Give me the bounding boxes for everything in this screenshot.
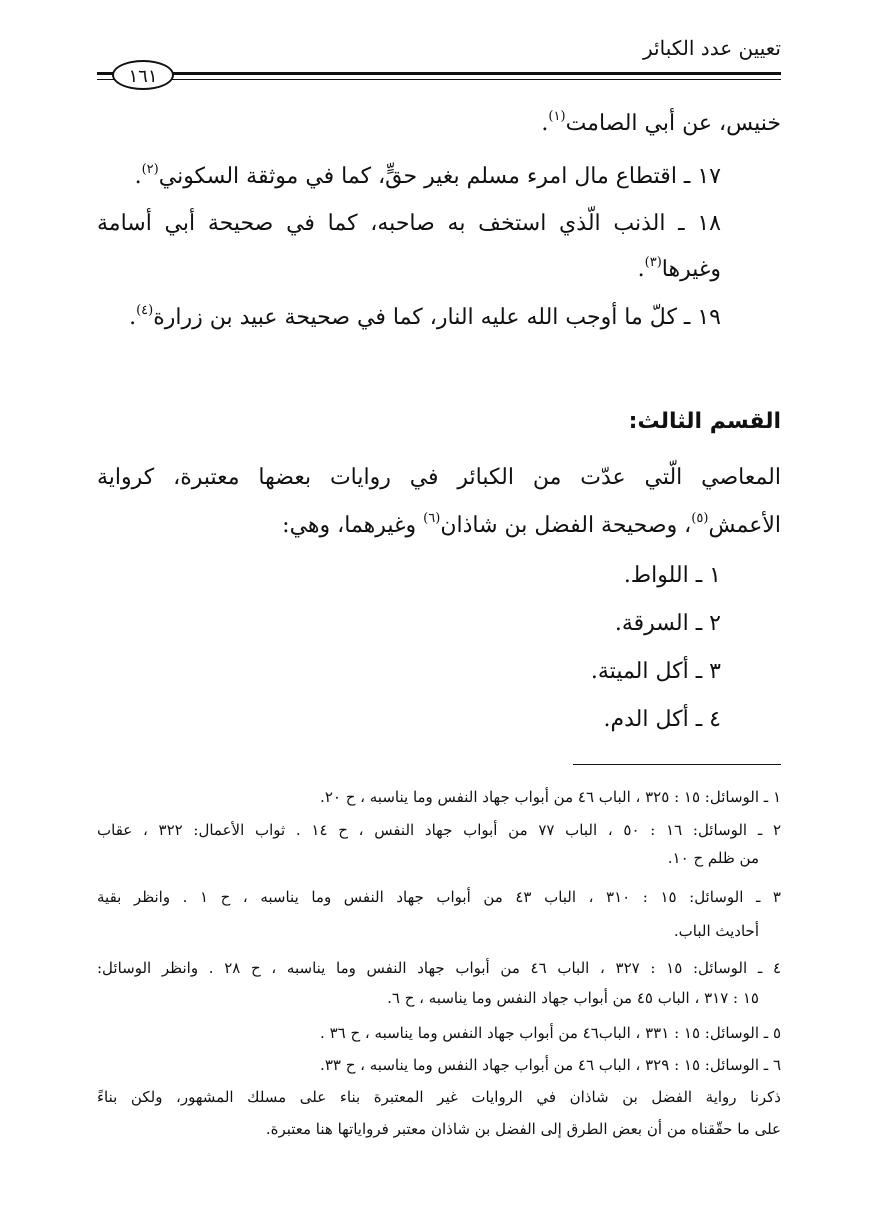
section-paragraph-line-1 xyxy=(97,458,781,498)
list-item-19 xyxy=(129,298,721,338)
footnote-3: ٣ ـ الوسائل: ١٥ : ٣١٠ ، الباب ٤٣ من أبواب جهاد النفس وما يناسبه ، ح ١ . وانظر بقية xyxy=(97,888,781,906)
footnote-6-note: ذكرنا رواية الفضل بن شاذان في الروايات غير المعتبرة بناء على مسلك المشهور، ولكن بناءً xyxy=(97,1088,781,1106)
footnote-2-cont: من ظلم ح ١٠. xyxy=(667,849,759,867)
footnote-ref-1[interactable]: (١) xyxy=(548,109,566,124)
line-text: وغيرهما، وهي: xyxy=(282,513,424,538)
header-rule-thin xyxy=(97,79,781,80)
footnote-3-cont: أحاديث الباب. xyxy=(673,922,759,940)
line-text: ١٨ ـ الذنب الّذي استخف به صاحبه، كما في صحيحة أبي أسامة xyxy=(97,211,721,236)
section-paragraph-line-2 xyxy=(282,506,781,546)
body-line-1 xyxy=(541,104,781,144)
footnote-5: ٥ ـ الوسائل: ١٥ : ٣٣١ ، الباب٤٦ من أبواب جهاد النفس وما يناسبه ، ح ٣٦ . xyxy=(320,1024,781,1042)
footnote-4: ٤ ـ الوسائل: ١٥ : ٣٢٧ ، الباب ٤٦ من أبواب جهاد النفس وما يناسبه ، ح ٢٨ . وانظر الوسائل: xyxy=(97,959,781,977)
footnote-1: ١ ـ الوسائل: ١٥ : ٣٢٥ ، الباب ٤٦ من أبواب جهاد النفس وما يناسبه ، ح ٢٠. xyxy=(320,788,781,806)
section-item-3: ٣ ـ أكل الميتة. xyxy=(590,659,721,684)
footnote-ref-3[interactable]: (٣) xyxy=(644,255,662,270)
page-number: ١٦١ xyxy=(112,60,174,90)
line-punct: . xyxy=(541,111,549,136)
footnote-ref-6[interactable]: (٦) xyxy=(423,511,441,526)
line-text: ١٧ ـ اقتطاع مال امرء مسلم بغير حقٍّ، كما في موثقة السكوني xyxy=(158,164,721,189)
footnote-4-cont: ١٥ : ٣١٧ ، الباب ٤٥ من أبواب جهاد النفس وما يناسبه ، ح ٦. xyxy=(387,989,759,1007)
footnote-6: ٦ ـ الوسائل: ١٥ : ٣٢٩ ، الباب ٤٦ من أبواب جهاد النفس وما يناسبه ، ح ٣٣. xyxy=(320,1056,781,1074)
section-item-2: ٢ ـ السرقة. xyxy=(614,611,721,636)
running-title: تعيين عدد الكبائر xyxy=(643,36,781,60)
line-text: المعاصي الّتي عدّت من الكبائر في روايات بعضها معتبرة، كرواية xyxy=(97,465,781,490)
line-punct: . xyxy=(129,305,137,330)
footnote-6-note-cont: على ما حقّقناه من أن بعض الطرق إلى الفضل بن شاذان معتبر فرواياتها هنا معتبرة. xyxy=(265,1120,781,1138)
line-punct: . xyxy=(637,257,645,282)
line-text: ١٩ ـ كلّ ما أوجب الله عليه النار، كما في صحيحة عبيد بن زرارة xyxy=(153,305,721,330)
list-item-18-cont xyxy=(638,250,721,290)
header-rule xyxy=(97,72,781,75)
section-title: القسم الثالث: xyxy=(628,409,781,434)
line-punct: . xyxy=(134,164,142,189)
section-item-1: ١ ـ اللواط. xyxy=(623,563,721,588)
footnote-separator xyxy=(573,764,781,765)
list-item-18 xyxy=(97,204,721,244)
list-item-17 xyxy=(135,157,721,197)
footnote-ref-4[interactable]: (٤) xyxy=(136,303,154,318)
line-text: ، وصحيحة الفضل بن شاذان xyxy=(440,513,692,538)
footnote-ref-2[interactable]: (٢) xyxy=(141,162,159,177)
footnote-2: ٢ ـ الوسائل: ١٦ : ٥٠ ، الباب ٧٧ من أبواب جهاد النفس ، ح ١٤ . ثواب الأعمال: ٣٢٢ ، عقاب xyxy=(97,821,781,839)
line-text: خنيس، عن أبي الصامت xyxy=(565,111,781,136)
footnote-ref-5[interactable]: (٥) xyxy=(691,511,709,526)
line-text: الأعمش xyxy=(708,513,781,538)
section-item-4: ٤ ـ أكل الدم. xyxy=(603,707,721,732)
line-text: وغيرها xyxy=(661,257,721,282)
